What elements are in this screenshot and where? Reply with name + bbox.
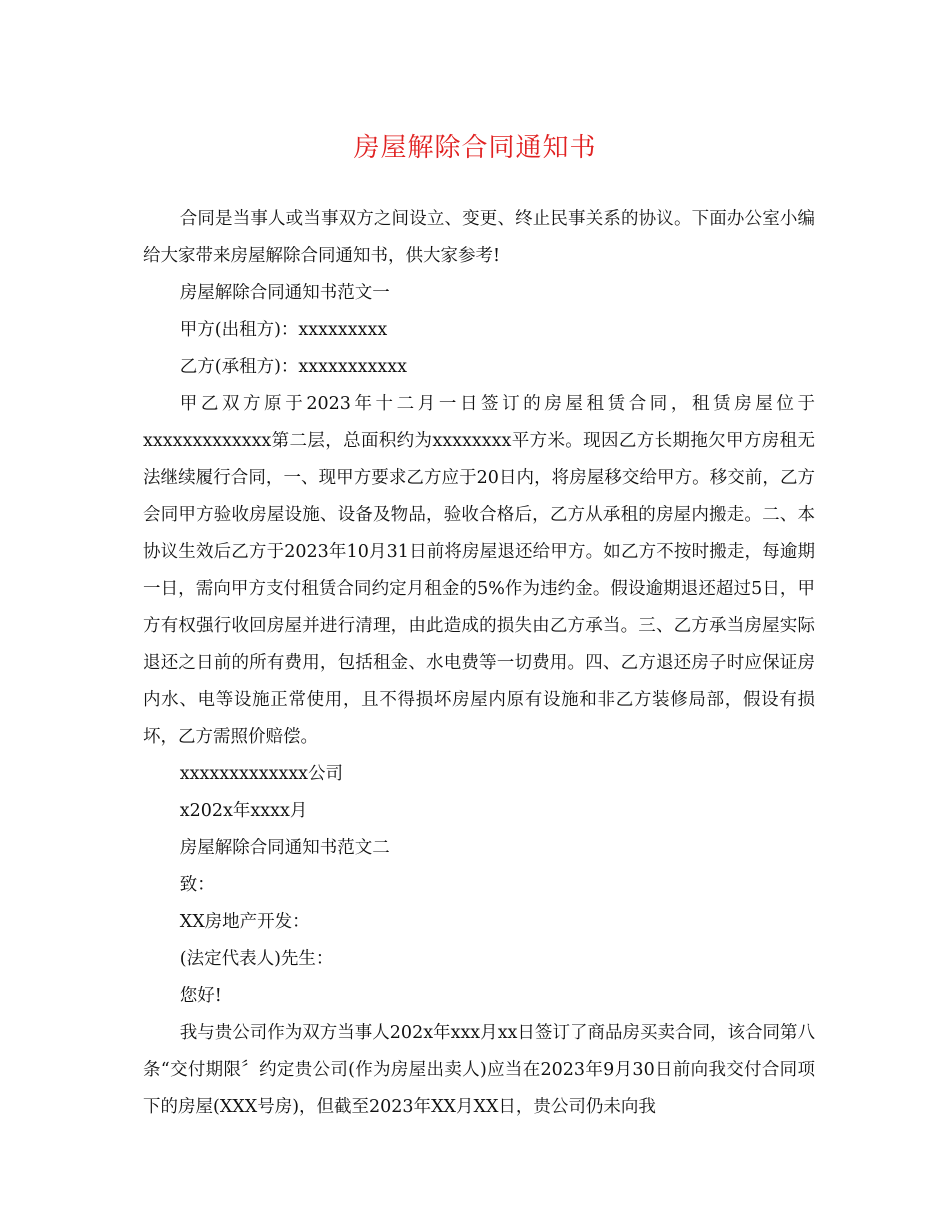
party-a-line: 甲方(出租方)：xxxxxxxxx	[179, 320, 388, 340]
salutation-to: 致：	[179, 875, 215, 895]
greeting-line: 您好!	[179, 986, 222, 1006]
sample2-body-paragraph: 我与贵公司作为双方当事人202x年xxx月xx日签订了商品房买卖合同，该合同第八条“交付期限〞约定贵公司(作为房屋出卖人)应当在2023年9月30日前向我交付合同项下的房屋(XXX号房)，但截至2023年XX月XX日，贵公司仍未向我	[143, 1023, 815, 1117]
sample1-heading: 房屋解除合同通知书范文一	[179, 283, 390, 303]
recipient-line: XX房地产开发：	[179, 912, 310, 932]
sample2-heading: 房屋解除合同通知书范文二	[179, 838, 390, 858]
sample1-body-paragraph: 甲乙双方原于2023年十二月一日签订的房屋租赁合同，租赁房屋位于xxxxxxxxxxxxx第二层，总面积约为xxxxxxxx平方米。现因乙方长期拖欠甲方房租无法继续履行合同，一、现甲方要求乙方应于20日内，将房屋移交给甲方。移交前，乙方会同甲方验收房屋设施、设备及物品，验收合格后，乙方从承租的房屋内搬走。二、本协议生效后乙方于2023年10月31日前将房屋退还给甲方。如乙方不按时搬走，每逾期一日，需向甲方支付租赁合同约定月租金的5%作为违约金。假设逾期退还超过5日，甲方有权强行收回房屋并进行清理，由此造成的损失由乙方承当。三、乙方承当房屋实际退还之日前的所有费用，包括租金、水电费等一切费用。四、乙方退还房子时应保证房内水、电等设施正常使用，且不得损坏房屋内原有设施和非乙方装修局部，假设有损坏，乙方需照价赔偿。	[143, 394, 815, 747]
document-title: 房屋解除合同通知书	[353, 133, 597, 163]
party-b-line: 乙方(承租方)：xxxxxxxxxxx	[179, 357, 407, 377]
document-body	[143, 201, 815, 1126]
representative-line: (法定代表人)先生：	[179, 949, 334, 969]
intro-paragraph: 合同是当事人或当事双方之间设立、变更、终止民事关系的协议。下面办公室小编给大家带来房屋解除合同通知书，供大家参考!	[143, 209, 815, 266]
signature-date: x202x年xxxx月	[179, 801, 308, 821]
company-signature: xxxxxxxxxxxxx公司	[179, 764, 344, 784]
